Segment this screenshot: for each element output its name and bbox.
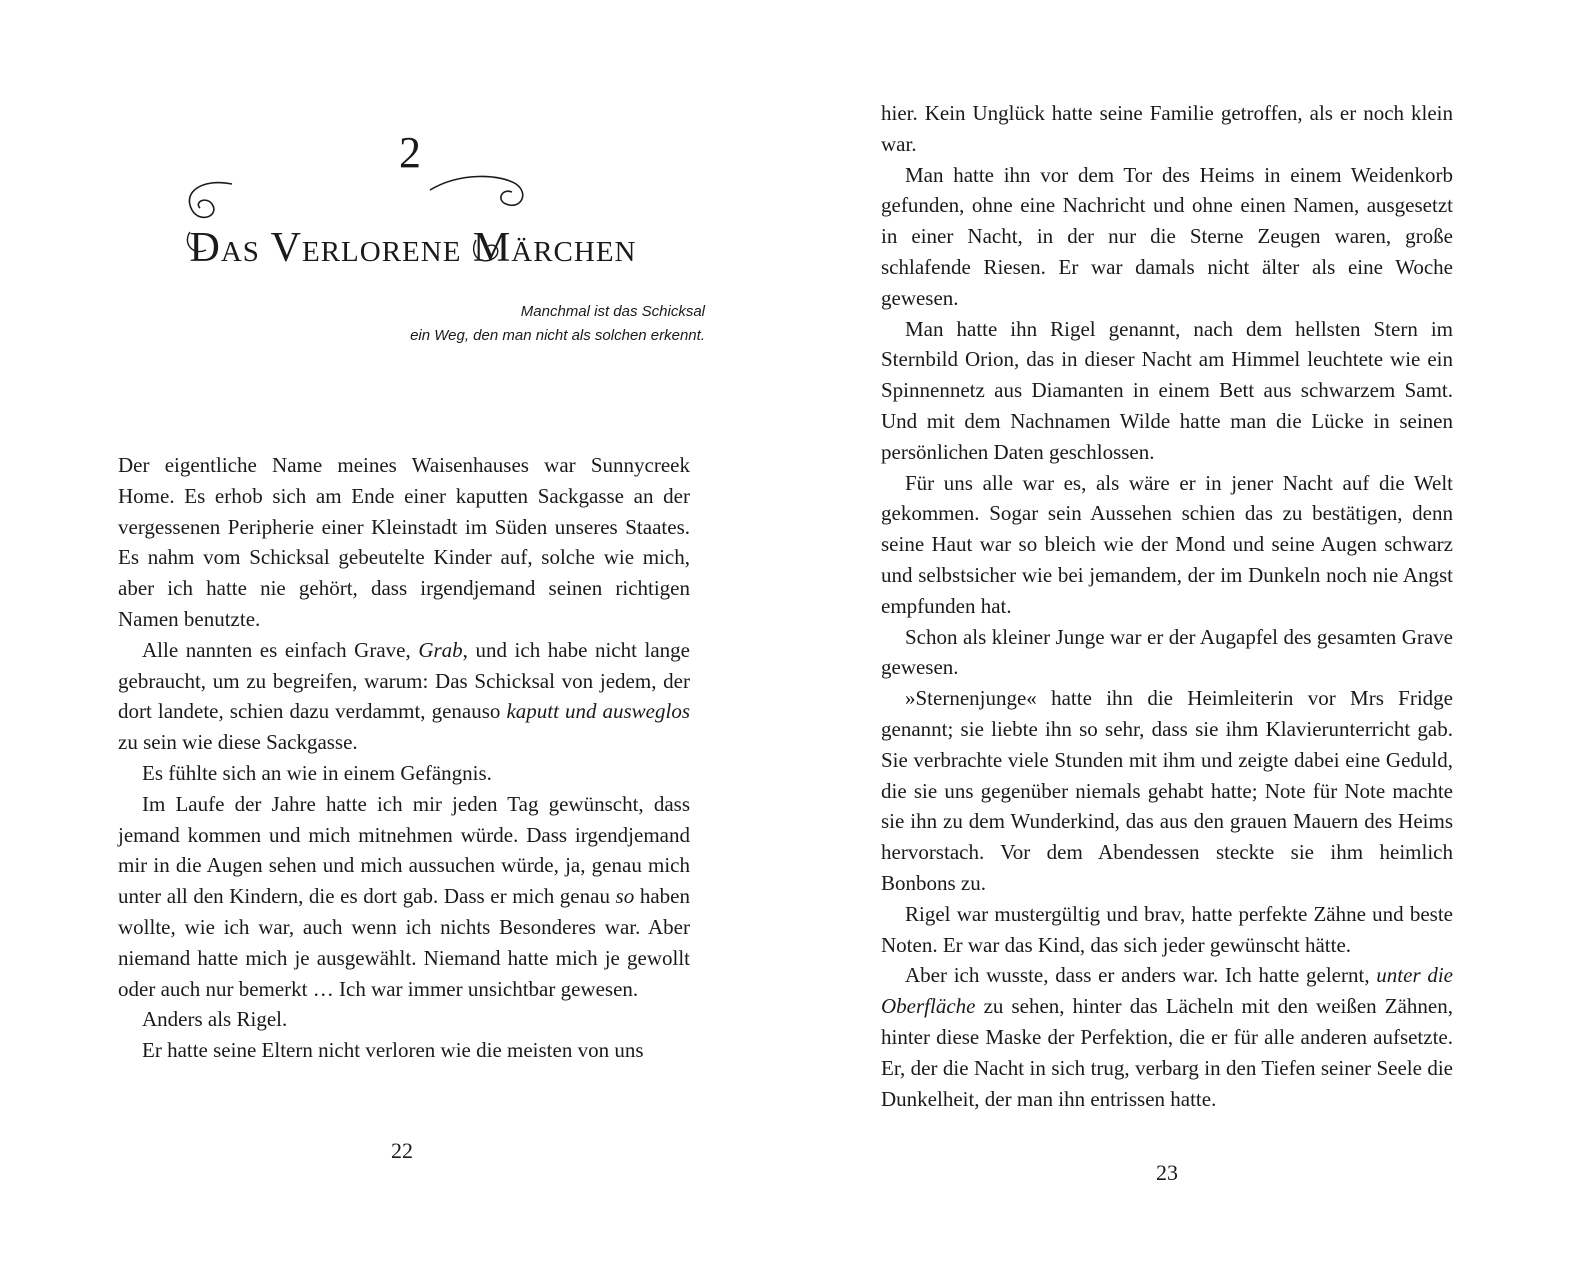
paragraph [118,789,690,1005]
text-run: , und ich habe nicht lange gebraucht, um zu begreifen, warum: Das Schicksal von jedem, der dort landete, schien dazu verdammt, genauso [118,637,691,724]
text-run: zu sein wie diese Sackgasse. [118,730,358,755]
right-page [797,0,1594,1270]
paragraph: Schon als kleiner Junge war er der Augapfel des gesamten Grave gewesen. [881,624,1453,680]
italic-text: so [615,884,635,909]
epigraph-line: Manchmal ist das Schicksal [520,303,705,320]
italic-text: Grab [418,637,463,662]
text-run: Im Laufe der Jahre hatte ich mir jeden Tag gewünscht, dass jemand kommen und mich mitnehmen würde. Dass irgendjemand mir in die Augen sehen und mich aussuchen würde, ja, genau mich unter all den Kindern, die es dort gab. Dass er mich genau [118,791,690,909]
epigraph [285,300,705,348]
italic-text: unter die Oberfläche [881,963,1453,1019]
text-run: Aber ich wusste, dass er anders war. Ich hatte gelernt, [905,963,1377,988]
paragraph: Es fühlte sich an wie in einem Gefängnis. [142,760,492,785]
paragraph: hier. Kein Unglück hatte seine Familie getroffen, als er noch klein war. [881,101,1453,156]
text-run: haben wollte, wie ich war, auch wenn ich nichts Besonderes war. Aber niemand hatte mich je ausgewählt. Niemand hatte mich je gewollt oder auch nur bemerkt … Ich war immer unsichtbar gewesen. [118,884,690,1001]
right-body-text [881,98,1453,1114]
paragraph: Anders als Rigel. [142,1007,288,1032]
chapter-title: Das Verlorene Märchen [189,225,637,272]
epigraph-line: ein Weg, den man nicht als solchen erkennt. [410,327,705,344]
text-run: Alle nannten es einfach Grave, [142,637,419,662]
paragraph: Für uns alle war es, als wäre er in jener Nacht auf die Welt gekommen. Sogar sein Aussehen schien das zu bestätigen, denn seine Haut war so bleich wie der Mond und seine Augen schwarz und selbstsicher wie bei jemandem, der im Dunkeln noch nie Angst empfunden hat. [881,470,1453,618]
paragraph: Rigel war mustergültig und brav, hatte perfekte Zähne und beste Noten. Er war das Kind, das sich jeder gewünscht hätte. [881,901,1453,957]
text-run: zu sehen, hinter das Lächeln mit den weißen Zähnen, hinter diese Maske der Perfektion, die er für alle anderen aufsetzte. Er, der die Nacht in sich trug, verbarg in den Tiefen seiner Seele die Dunkelheit, der man ihn entrissen hatte. [881,994,1453,1111]
left-body-text [118,450,690,1066]
paragraph: Man hatte ihn vor dem Tor des Heims in einem Weidenkorb gefunden, ohne eine Nachricht und ohne einen Namen, ausgesetzt in einer Nacht, in der nur die Sterne Zeugen waren, große schlafende Riesen. Er war damals nicht älter als eine Woche gewesen. [881,162,1453,310]
page-number: 23 [1156,1160,1178,1185]
chapter-number: 2 [399,128,421,177]
italic-text: kaputt und ausweglos [506,699,691,724]
paragraph: Man hatte ihn Rigel genannt, nach dem hellsten Stern im Sternbild Orion, das in dieser Nacht am Himmel leuchtete wie ein Spinnennetz aus Diamanten in einem Bett aus schwarzem Samt. Und mit dem Nachnamen Wilde hatte man die Lücke in seinen persönlichen Daten geschlossen. [881,316,1453,464]
page-number: 22 [391,1138,413,1163]
paragraph [881,960,1453,1114]
paragraph: »Sternenjunge« hatte ihn die Heimleiterin vor Mrs Fridge genannt; sie liebte ihn so sehr, dass sie ihm Klavierunterricht gab. Sie verbrachte viele Stunden mit ihm und zeigte dabei eine Geduld, die sie uns gegenüber niemals gehabt hatte; Note für Note machte sie ihn zu dem Wunderkind, das aus den grauen Mauern des Heims hervorstach. Vor dem Abendessen steckte sie ihm heimlich Bonbons zu. [881,686,1453,895]
paragraph [118,635,690,758]
paragraph: Er hatte seine Eltern nicht verloren wie die meisten von uns [142,1038,644,1063]
paragraph: Der eigentliche Name meines Waisenhauses war Sunnycreek Home. Es erhob sich am Ende einer kaputten Sackgasse an der vergessenen Peripherie einer Kleinstadt im Süden unseres Staates. Es nahm vom Schicksal gebeutelte Kinder auf, solche wie mich, aber ich hatte nie gehört, dass irgendjemand seinen richtigen Namen benutzte. [118,453,690,631]
